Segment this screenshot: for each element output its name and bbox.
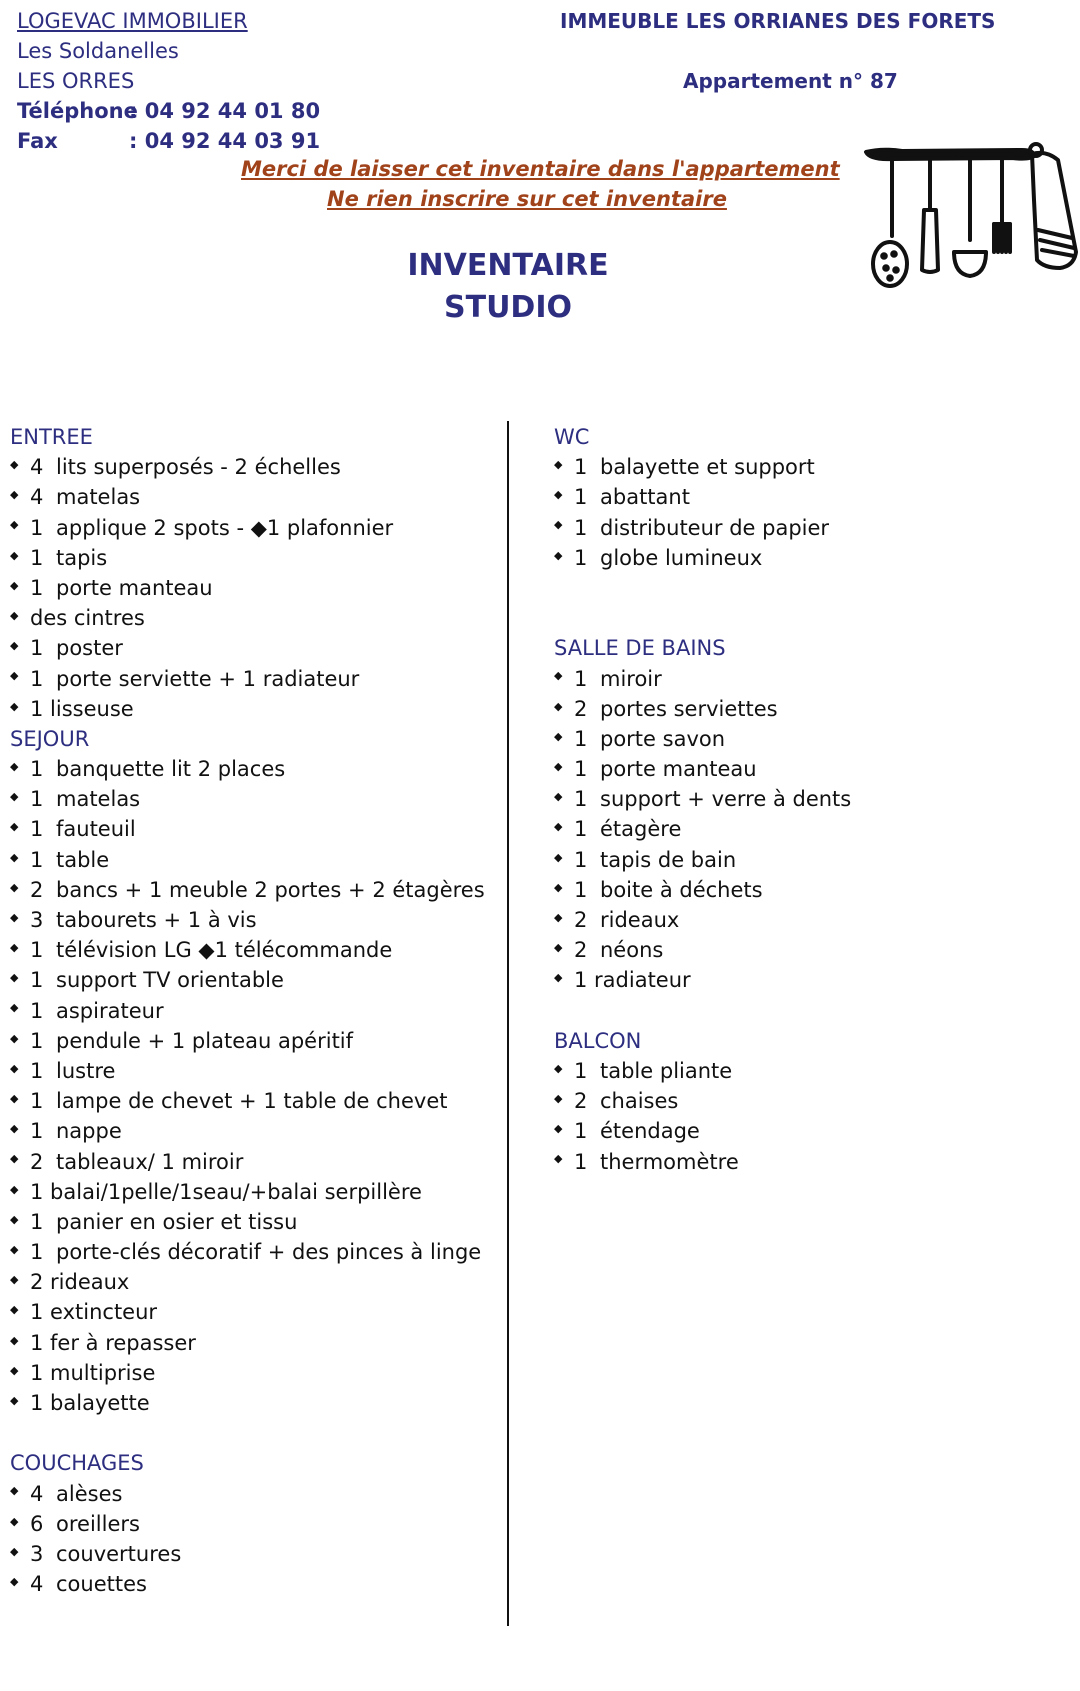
list-item (10, 1358, 485, 1388)
item-quantity: 1 (30, 1028, 44, 1053)
bullet-icon: ◆ (10, 1122, 19, 1136)
bullet-icon: ◆ (10, 699, 19, 713)
item-label: distributeur de papier (600, 515, 830, 540)
bullet-icon: ◆ (10, 1092, 19, 1106)
item-quantity: 2 (30, 877, 44, 902)
notice-leave-inventory: Merci de laisser cet inventaire dans l'appartement (241, 157, 840, 181)
bullet-icon: ◆ (10, 1393, 19, 1407)
item-label: abattant (600, 485, 690, 510)
item-quantity: 4 (30, 455, 44, 480)
item-label: porte savon (600, 726, 726, 751)
bullet-icon: ◆ (10, 759, 19, 773)
item-quantity: 1 (30, 847, 44, 872)
item-quantity: 1 (574, 1058, 588, 1083)
list-item (554, 513, 851, 543)
bullet-icon: ◆ (10, 609, 19, 623)
bullet-icon: ◆ (10, 578, 19, 592)
item-label: 1 fer à repasser (30, 1330, 196, 1355)
list-item (554, 1116, 851, 1146)
list-item (554, 664, 851, 694)
kitchen-utensils-icon (862, 140, 1080, 300)
list-item (10, 1237, 485, 1267)
list-item (10, 754, 485, 784)
list-item (554, 814, 851, 844)
list-item (554, 543, 851, 573)
building-name: IMMEUBLE LES ORRIANES DES FORETS (560, 9, 996, 33)
list-item (10, 1509, 485, 1539)
item-label: étagère (600, 817, 682, 842)
item-quantity: 1 (574, 877, 588, 902)
item-quantity: 1 (30, 515, 44, 540)
spacer (554, 573, 851, 603)
bullet-icon: ◆ (10, 488, 19, 502)
item-quantity: 1 (30, 817, 44, 842)
item-quantity: 2 (574, 1089, 588, 1114)
bullet-icon: ◆ (554, 759, 563, 773)
section-header: ENTREE (10, 425, 93, 449)
list-item (10, 784, 485, 814)
item-label: support + verre à dents (600, 787, 852, 812)
list-item (10, 1388, 485, 1418)
list-item (10, 513, 485, 543)
bullet-icon: ◆ (554, 488, 563, 502)
list-item (10, 543, 485, 573)
column-divider (507, 421, 509, 1626)
item-label: 1 radiateur (574, 968, 691, 993)
list-item (554, 482, 851, 512)
item-quantity: 3 (30, 1541, 44, 1566)
bullet-icon: ◆ (10, 1363, 19, 1377)
bullet-icon: ◆ (554, 971, 563, 985)
bullet-icon: ◆ (10, 880, 19, 894)
list-item (10, 633, 485, 663)
item-quantity: 1 (30, 1119, 44, 1144)
item-label: thermomètre (600, 1149, 739, 1174)
list-item (554, 694, 851, 724)
list-item (554, 875, 851, 905)
list-item (554, 965, 851, 995)
phone-number: : 04 92 44 01 80 (129, 99, 321, 123)
agency-phone (17, 96, 320, 126)
item-label: télévision LG ◆1 télécommande (56, 938, 393, 963)
list-item (10, 1147, 485, 1177)
item-label: poster (56, 636, 123, 661)
item-quantity: 1 (30, 1240, 44, 1265)
list-item (10, 482, 485, 512)
item-quantity: 2 (574, 696, 588, 721)
bullet-icon: ◆ (10, 971, 19, 985)
item-label: lustre (56, 1058, 116, 1083)
right-column (554, 422, 851, 1177)
item-quantity: 1 (574, 847, 588, 872)
item-quantity: 1 (574, 455, 588, 480)
list-item (554, 724, 851, 754)
bullet-icon: ◆ (10, 669, 19, 683)
bullet-icon: ◆ (10, 1031, 19, 1045)
list-item (554, 754, 851, 784)
bullet-icon: ◆ (554, 699, 563, 713)
item-quantity: 1 (574, 817, 588, 842)
bullet-icon: ◆ (554, 880, 563, 894)
item-label: porte-clés décoratif + des pinces à linge (56, 1240, 482, 1265)
list-item (10, 1116, 485, 1146)
list-item (554, 1056, 851, 1086)
item-quantity: 1 (30, 545, 44, 570)
item-label: porte serviette + 1 radiateur (56, 666, 360, 691)
item-label: portes serviettes (600, 696, 778, 721)
item-label: lampe de chevet + 1 table de chevet (56, 1089, 448, 1114)
item-quantity: 1 (574, 545, 588, 570)
item-quantity: 1 (30, 757, 44, 782)
item-label: 1 multiprise (30, 1360, 156, 1385)
bullet-icon: ◆ (10, 1061, 19, 1075)
item-label: boite à déchets (600, 877, 763, 902)
bullet-icon: ◆ (554, 1061, 563, 1075)
fax-number: : 04 92 44 03 91 (129, 129, 321, 153)
item-label: fauteuil (56, 817, 136, 842)
item-label: banquette lit 2 places (56, 757, 286, 782)
bullet-icon: ◆ (554, 1122, 563, 1136)
list-item (554, 905, 851, 935)
item-label: oreillers (56, 1511, 140, 1536)
list-item (10, 935, 485, 965)
bullet-icon: ◆ (10, 1544, 19, 1558)
list-item (10, 1267, 485, 1297)
bullet-icon: ◆ (554, 548, 563, 562)
item-quantity: 1 (574, 757, 588, 782)
bullet-icon: ◆ (10, 820, 19, 834)
bullet-icon: ◆ (554, 941, 563, 955)
item-label: support TV orientable (56, 968, 284, 993)
bullet-icon: ◆ (10, 548, 19, 562)
bullet-icon: ◆ (10, 850, 19, 864)
list-item (10, 905, 485, 935)
list-item (10, 965, 485, 995)
list-item (10, 1297, 485, 1327)
item-quantity: 1 (574, 1149, 588, 1174)
item-label: table (56, 847, 110, 872)
list-item (554, 935, 851, 965)
list-item (10, 1056, 485, 1086)
left-column (10, 422, 485, 1599)
agency-fax (17, 126, 320, 156)
bullet-icon: ◆ (10, 1182, 19, 1196)
item-label: tableaux/ 1 miroir (56, 1149, 244, 1174)
item-quantity: 1 (30, 998, 44, 1023)
section-header: COUCHAGES (10, 1451, 144, 1476)
item-label: lits superposés - 2 échelles (56, 455, 341, 480)
item-label: nappe (56, 1119, 122, 1144)
item-quantity: 1 (30, 938, 44, 963)
item-quantity: 1 (30, 1058, 44, 1083)
list-item (554, 452, 851, 482)
list-item (10, 1026, 485, 1056)
section-header: SEJOUR (10, 726, 90, 751)
bullet-icon: ◆ (10, 639, 19, 653)
list-item (554, 1086, 851, 1116)
bullet-icon: ◆ (10, 1212, 19, 1226)
fax-label: Fax (17, 129, 58, 153)
item-label: globe lumineux (600, 545, 763, 570)
bullet-icon: ◆ (10, 1575, 19, 1589)
section-header: SALLE DE BAINS (554, 636, 726, 661)
bullet-icon: ◆ (554, 669, 563, 683)
item-label: tapis de bain (600, 847, 737, 872)
list-item (10, 1479, 485, 1509)
item-quantity: 4 (30, 485, 44, 510)
item-label: tabourets + 1 à vis (56, 908, 257, 932)
item-label: couvertures (56, 1541, 182, 1566)
agency-address-line: Les Soldanelles (17, 39, 179, 63)
item-label: chaises (600, 1089, 679, 1114)
phone-label: Téléphone (17, 99, 138, 123)
item-label: bancs + 1 meuble 2 portes + 2 étagères (56, 877, 485, 902)
item-label: aspirateur (56, 998, 164, 1023)
list-item (10, 1539, 485, 1569)
bullet-icon: ◆ (554, 729, 563, 743)
item-quantity: 3 (30, 908, 44, 932)
item-label: alèses (56, 1481, 123, 1506)
list-item (10, 1207, 485, 1237)
list-item (10, 996, 485, 1026)
spacer (554, 603, 851, 633)
section-header: BALCON (554, 1028, 642, 1053)
agency-name: LOGEVAC IMMOBILIER (17, 9, 248, 33)
item-quantity: 2 (574, 938, 588, 963)
item-quantity: 1 (30, 787, 44, 812)
bullet-icon: ◆ (10, 1303, 19, 1317)
list-item (10, 664, 485, 694)
list-item (554, 1147, 851, 1177)
bullet-icon: ◆ (10, 941, 19, 955)
item-label: 1 balayette (30, 1391, 150, 1415)
bullet-icon: ◆ (10, 518, 19, 532)
item-quantity: 4 (30, 1481, 44, 1506)
bullet-icon: ◆ (554, 820, 563, 834)
bullet-icon: ◆ (554, 1152, 563, 1166)
bullet-icon: ◆ (10, 1273, 19, 1287)
item-quantity: 6 (30, 1511, 44, 1536)
item-quantity: 2 (574, 908, 588, 932)
item-quantity: 1 (574, 1119, 588, 1144)
item-label: table pliante (600, 1058, 733, 1083)
bullet-icon: ◆ (554, 458, 563, 472)
item-label: balayette et support (600, 455, 815, 480)
notice-do-not-write: Ne rien inscrire sur cet inventaire (327, 187, 727, 211)
list-item (554, 845, 851, 875)
bullet-icon: ◆ (554, 790, 563, 804)
item-label: néons (600, 938, 664, 963)
agency-city: LES ORRES (17, 69, 135, 93)
item-label: 1 lisseuse (30, 696, 134, 721)
item-quantity: 1 (574, 666, 588, 691)
list-item (10, 845, 485, 875)
list-item (10, 603, 485, 633)
bullet-icon: ◆ (10, 1514, 19, 1528)
bullet-icon: ◆ (10, 1242, 19, 1256)
item-quantity: 1 (30, 1089, 44, 1114)
item-label: 1 extincteur (30, 1300, 158, 1325)
item-label: pendule + 1 plateau apéritif (56, 1028, 354, 1053)
item-quantity: 1 (574, 787, 588, 812)
item-label: 1 balai/1pelle/1seau/+balai serpillère (30, 1179, 422, 1204)
item-quantity: 1 (30, 968, 44, 993)
list-item (10, 1177, 485, 1207)
item-label: 2 rideaux (30, 1270, 130, 1295)
list-item (10, 1569, 485, 1599)
bullet-icon: ◆ (554, 910, 563, 924)
item-quantity: 1 (30, 575, 44, 600)
bullet-icon: ◆ (10, 1333, 19, 1347)
list-item (10, 694, 485, 724)
bullet-icon: ◆ (10, 790, 19, 804)
item-label: miroir (600, 666, 662, 691)
item-label: tapis (56, 545, 108, 570)
item-label: couettes (56, 1572, 147, 1597)
item-label: des cintres (30, 606, 145, 631)
item-quantity: 1 (574, 515, 588, 540)
page-subtitle: STUDIO (444, 290, 572, 325)
item-label: porte manteau (600, 757, 757, 782)
bullet-icon: ◆ (10, 1152, 19, 1166)
bullet-icon: ◆ (554, 850, 563, 864)
bullet-icon: ◆ (554, 518, 563, 532)
item-label: étendage (600, 1119, 700, 1144)
bullet-icon: ◆ (10, 1484, 19, 1498)
spacer (10, 1418, 485, 1448)
bullet-icon: ◆ (10, 910, 19, 924)
item-quantity: 1 (574, 726, 588, 751)
item-label: rideaux (600, 908, 680, 932)
bullet-icon: ◆ (554, 1092, 563, 1106)
item-quantity: 4 (30, 1572, 44, 1597)
item-quantity: 1 (574, 485, 588, 510)
item-label: matelas (56, 485, 141, 510)
item-label: porte manteau (56, 575, 213, 600)
item-quantity: 2 (30, 1149, 44, 1174)
spacer (554, 996, 851, 1026)
item-label: applique 2 spots - ◆1 plafonnier (56, 515, 394, 540)
bullet-icon: ◆ (10, 1001, 19, 1015)
list-item (10, 573, 485, 603)
list-item (554, 784, 851, 814)
list-item (10, 875, 485, 905)
bullet-icon: ◆ (10, 458, 19, 472)
item-quantity: 1 (30, 666, 44, 691)
list-item (10, 1086, 485, 1116)
list-item (10, 814, 485, 844)
section-header: WC (554, 425, 590, 449)
item-label: matelas (56, 787, 141, 812)
item-quantity: 1 (30, 636, 44, 661)
apartment-number: Appartement n° 87 (683, 69, 898, 93)
item-label: panier en osier et tissu (56, 1209, 298, 1234)
item-quantity: 1 (30, 1209, 44, 1234)
page-title: INVENTAIRE (407, 248, 609, 283)
list-item (10, 452, 485, 482)
agency-block (17, 6, 320, 156)
list-item (10, 1328, 485, 1358)
